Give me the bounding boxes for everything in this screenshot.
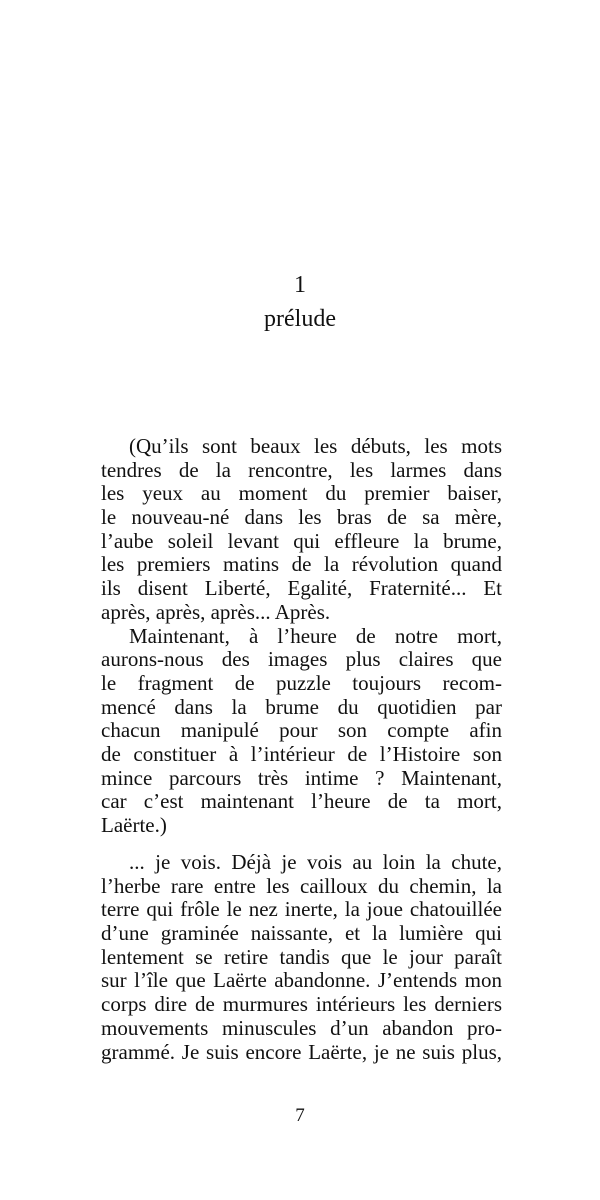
page-number: 7 — [295, 1105, 305, 1126]
text-line: terre qui frôle le nez inerte, la joue chatouillée — [101, 897, 502, 922]
text-line: l’aube soleil levant qui effleure la brume, — [101, 528, 502, 553]
text-line: grammé. Je suis encore Laërte, je ne suis plus, — [101, 1039, 502, 1064]
text-line: ... je vois. Déjà je vois au loin la chute, — [129, 850, 502, 874]
opening-passage — [101, 435, 502, 838]
text-line: les premiers matins de la révolution quand — [101, 552, 502, 577]
text-line: les yeux au moment du premier baiser, — [101, 481, 502, 506]
text-line: mince parcours très intime ? Maintenant, — [101, 765, 502, 790]
second-passage — [101, 851, 502, 1064]
text-line: ils disent Liberté, Egalité, Fraternité... Et — [101, 576, 502, 601]
text-line: le fragment de puzzle toujours recom- — [101, 670, 502, 695]
text-line: car c’est maintenant l’heure de ta mort, — [101, 789, 502, 814]
text-line: après, après, après... Après. — [101, 599, 331, 624]
text-line: l’herbe rare entre les cailloux du chemin, la — [101, 873, 502, 898]
text-line: mouvements minuscules d’un abandon pro- — [101, 1015, 502, 1040]
text-line: tendres de la rencontre, les larmes dans — [101, 457, 502, 482]
text-line: lentement se retire tandis que le jour paraît — [101, 944, 502, 969]
text-line: corps dire de murmures intérieurs les derniers — [101, 992, 502, 1017]
text-line: Laërte.) — [101, 813, 167, 837]
text-line: mencé dans la brume du quotidien par — [101, 694, 502, 719]
text-line: aurons-nous des images plus claires que — [101, 647, 502, 672]
text-line: de constituer à l’intérieur de l’Histoire son — [101, 741, 502, 766]
chapter-number: 1 — [294, 272, 306, 298]
text-line: Maintenant, à l’heure de notre mort, — [129, 623, 502, 648]
text-line: d’une graminée naissante, et la lumière qui — [101, 921, 502, 946]
chapter-title: prélude — [264, 306, 336, 332]
text-line: le nouveau-né dans les bras de sa mère, — [101, 505, 502, 530]
text-line: chacun manipulé pour son compte afin — [101, 718, 502, 743]
text-line: sur l’île que Laërte abandonne. J’entends mon — [101, 968, 502, 993]
text-line: (Qu’ils sont beaux les débuts, les mots — [129, 434, 502, 458]
